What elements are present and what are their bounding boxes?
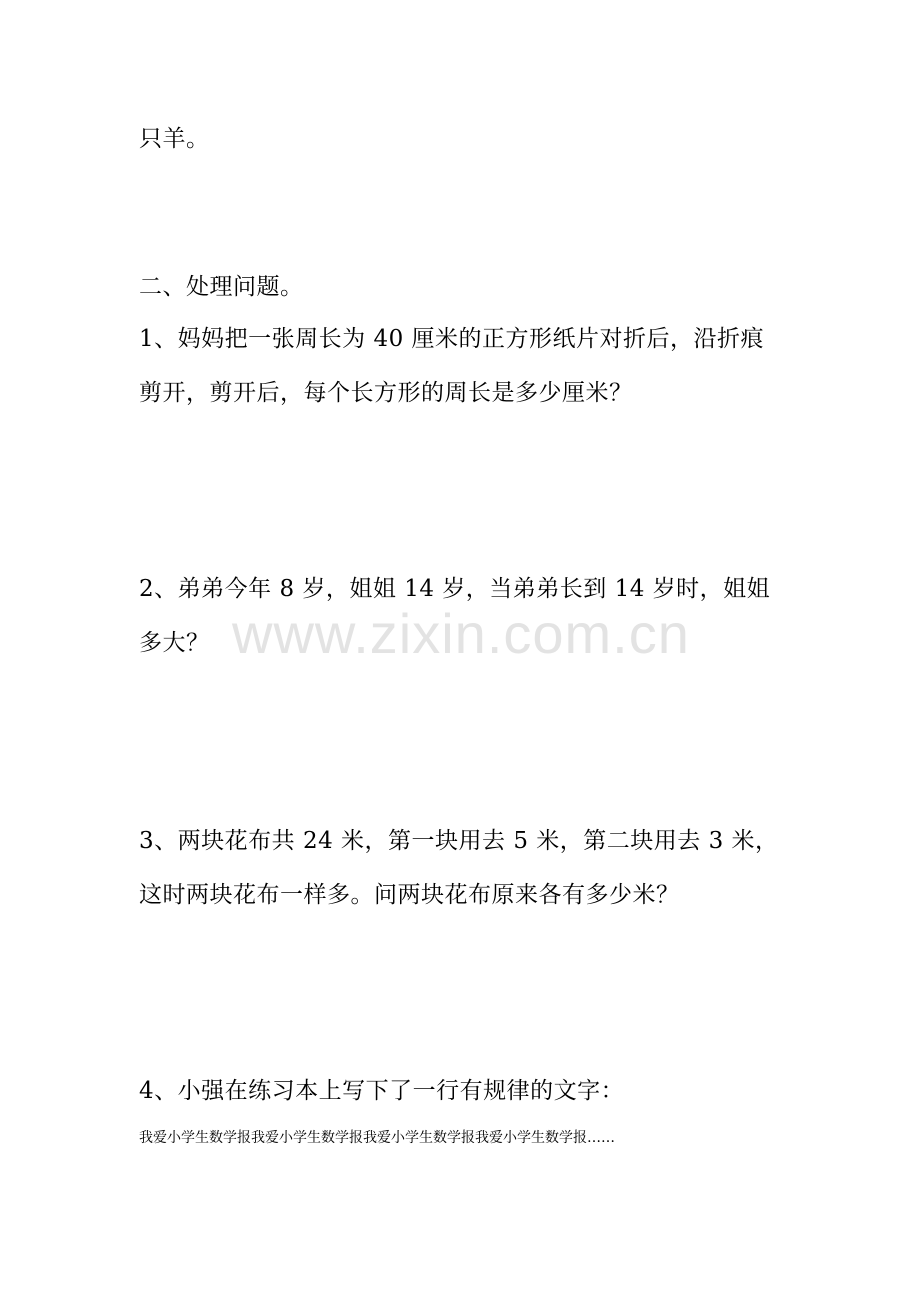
section-heading: 二、处理问题。 <box>139 274 304 300</box>
question-2-line-2: 多大？ <box>139 630 210 656</box>
question-3-line-1: 3、两块花布共 24 米，第一块用去 5 米，第二块用去 3 米， <box>139 828 779 854</box>
question-1-line-2: 剪开，剪开后，每个长方形的周长是多少厘米？ <box>139 380 633 406</box>
watermark: www.zixin.com.cn <box>232 602 690 665</box>
top-fragment: 只羊。 <box>139 126 210 152</box>
question-4-line-1: 4、小强在练习本上写下了一行有规律的文字： <box>139 1078 625 1104</box>
question-4-pattern-text: 我爱小学生数学报我爱小学生数学报我爱小学生数学报我爱小学生数学报…… <box>139 1130 615 1146</box>
question-2-line-1: 2、弟弟今年 8 岁，姐姐 14 岁，当弟弟长到 14 岁时，姐姐 <box>139 576 771 602</box>
question-3-line-2: 这时两块花布一样多。问两块花布原来各有多少米？ <box>139 882 680 908</box>
question-1-line-1: 1、妈妈把一张周长为 40 厘米的正方形纸片对折后，沿折痕 <box>139 326 765 352</box>
